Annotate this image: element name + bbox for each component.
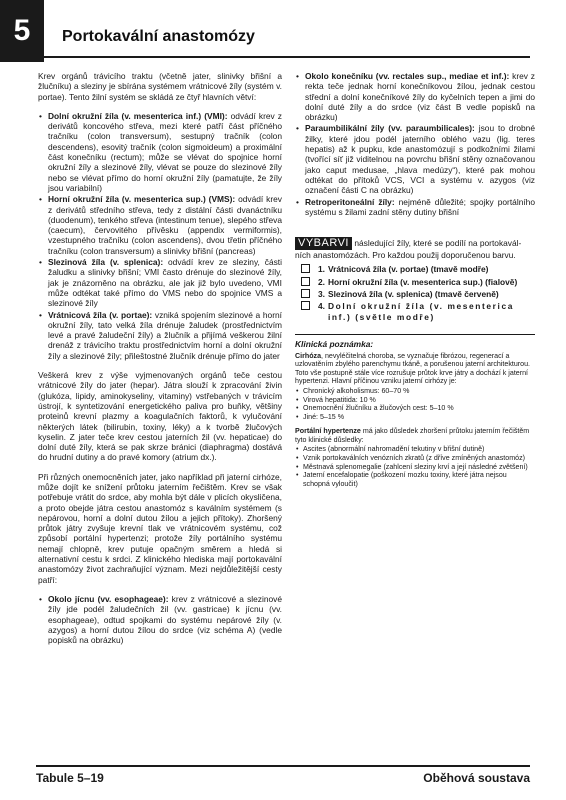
coloring-instructions: VYBARVI následující žíly, které se podílí na portokavál- ních anastomózách. Pro každou použij doporučenou barvu. [295,237,522,261]
list-item: • Chronický alkoholismus: 60–70 % [295,387,535,396]
clinical-note [295,334,535,489]
page-header [0,0,566,62]
list-item: • Vznik portokaválních venózních zkratů (z dříve zmíněných anastomóz) [295,454,535,463]
checkbox-icon[interactable] [301,277,310,286]
liver-paragraph: Veškerá krev z výše vyjmenovaných orgánů teče cestou vrátnicové žíly do jater (hepar). Játra slouží k zpracování živin (glukóza, lipidy, aminokyseliny, vitaminy) vstřebaných v trávicím ústrojí, k syntetizování energetického paliva pro buňky, většiny proteinů krevní plazmy a koagulačních faktorů, k vylučování některých látek (bilirubin, toxiny, léky) a k tvorbě žlučových kyselin. Z jater teče krev cestou jaterních žil (vv. hepaticae) do dolní duté žíly, která se pak skrze bránici (diaphragma) dostává do hrudní dutiny a do pravé komory (atrium dx.). [38,370,282,463]
anastomosis-list-right [295,71,535,217]
checkbox-icon[interactable] [301,264,310,273]
checkbox-icon[interactable] [301,289,310,298]
list-item: • Slezinová žíla (v. splenica): odvádí krev ze sleziny, části žaludku a slinivky břišní; VMI často drénuje do slezinové žíly, jak je znázorněno na obrázku, ale jak již bylo uvedeno, VMI může odtékat také přímo do VMS nebo do spojnice VMS a slezinové žíly [38,257,282,308]
list-item: • Okolo jícnu (vv. esophageae): krev z vrátnicové a slezinové žíly jde podél žaludečních žil (vv. gastricae) k jícnu (vv. esophageae), odtud spojkami do systému nepárové žíly (v. azygos) a horní dutou žílou do srdce (viz schéma A) (vedle popisků na obrázku) [38,594,282,645]
list-item: • Vrátnicová žíla (v. portae): vzniká spojením slezinové a horní okružní žíly, tato velká žíla drénuje žaludek (prostřednictvím levé a pravé žaludeční žíly) a žlučník a přijímá veškerou žilní drenáž z trávicího traktu prostřednictvím horní a dolní okružní žíly a slezinové žíly; přileštostné žlučník drénuje přímo do jater [38,310,282,361]
checkbox-icon[interactable] [301,301,310,310]
coloring-checklist [301,264,535,321]
checklist-item: 3. Slezinová žíla (v. splenica) (tmavě červeně) [301,289,535,299]
left-column [38,71,282,654]
intro-paragraph: Krev orgánů trávicího traktu (včetně jater, slinivky břišní a žlučníku) a sleziny je sbírána systémem vrátnicové žíly (systém v. portae). Tento žilní systém se skládá ze čtyř hlavních větví: [38,71,282,102]
list-item: • Městnavá splenomegalie (zahlcení sleziny krví a její následné zvětšení) [295,463,535,472]
checklist-item: 2. Horní okružní žíla (v. mesenterica sup.) (fialově) [301,277,535,287]
cirrhosis-paragraph: Při různých onemocněních jater, jako například při jaterní cirhóze, může dojít ke snížení průtoku jaterním řečištěm. Krev se však potřebuje vrátit do srdce, aby mohla být dále v plicích okysličena, a proto obejde játra cestou anastomóz s kaválním systémem (s nepárovou, horní a dolní dutou žílou a jejich přítoky). Zhoršený průtok játry zvyšuje krevní tlak ve vrátnicovém systému, což způsobí portální hypertenzi; protože žíly portálního systému nemají chlopně, krev putuje opačným směrem a hledá si alternativní cestu k srdci. Z klinického hlediska mají portokavální anastomózy život zachraňující význam. Mezi nejdůležitější cesty patří: [38,471,282,585]
cirrhosis-text: Cirhóza, nevyléčitelná choroba, se vyznačuje fibrózou, regenerací a uzlovatěním zbylého parenchymu tkáně, a porušenou jaterní architekturou. Toto vše postupně stále více rozrušuje průtok krve játry a dochází k jaterní hypertenzi. Hlavní příčinou vzniku jaterní cirhózy je: [295,351,531,386]
chapter-number: 5 [0,0,44,62]
list-item: • Paraumbilikální žíly (vv. paraumbilicales): jsou to drobné žilky, které jdou podél jaterního oblého vazu (lig. teres hepatis) až k pupku, kde anastomózují s podkožními žilami (tvořící síť již viditelnou na povrchu břišní stěny označovanou jako caput medusae, „hlava medúzy“), které pak mohou odtékat do přítoků VCS, VCI a systému v. azygos (viz označení části C na obrázku) [295,123,535,195]
list-item: • Onemocnění žlučníku a žlučových cest: 5–10 % [295,404,535,413]
list-item: • Retroperitoneální žíly: nejméně důležité; spojky portálního systému s žilami zadní stěny dutiny břišní [295,197,535,218]
list-item: • Jaterní encefalopatie (poškození mozku toxiny, které játra nejsou schopná vyloučit) [295,471,535,488]
list-item: • Dolní okružní žíla (v. mesenterica inf.) (VMI): odvádí krev z derivátů koncového střeva, mezi které patří část příčného tračníku (colon transversum), sestupný tračník (colon descendens), esovitý tračník (colon sigmoideum) a proximální část konečníku (rectum); může se vlévat do spojnice horní okružní žíly a slezinové žíly, vlévat se pouze do slezinové žíly nebo se vlévat přímo do horní okružní žíly (pamatujte, že žíly jsou variabilní) [38,111,282,193]
hypertension-text: Portální hypertenze má jako důsledek zhoršení průtoku jaterním řečištěm tyto klinické důsledky: [295,427,530,444]
vein-list [38,111,282,361]
consequences-list [295,445,535,488]
title-divider [44,56,530,58]
list-item: • Jiné: 5–15 % [295,413,535,422]
coloring-exercise [295,237,535,322]
causes-list [295,387,535,421]
checklist-item: 4. Dolní okružní žíla (v. mesenterica inf.) (světle modře) [301,301,535,322]
clinical-note-title: Klinická poznámka: [295,338,374,349]
footer-divider [36,765,530,767]
section-name: Oběhová soustava [423,771,530,785]
page-title: Portokavální anastomózy [62,28,255,45]
checklist-item: 1. Vrátnicová žíla (v. portae) (tmavě modře) [301,264,535,274]
list-item: • Ascites (abnormální nahromadění tekutiny v břišní dutině) [295,445,535,454]
right-column [295,71,535,494]
list-item: • Horní okružní žíla (v. mesenterica sup.) (VMS): odvádí krev z derivátů středního střeva, tedy z distální části dvanáctníku (duodenum), tenkého střeva (intestinum tenue), slepého střeva (caecum), červovitého přívěsku (appendix vermiformis), vzestupného tračníku (colon ascendens), dvou třetin příčného tračníku (colon transversum) a slinivky břišní (pancreas) [38,194,282,256]
plate-number: Tabule 5–19 [36,771,104,785]
anastomosis-list-left [38,594,282,645]
list-item: • Okolo konečníku (vv. rectales sup., mediae et inf.): krev z rekta teče jednak horní konečníkovou žílou, jednak cestou střední a dolní konečníkové žíly do kyčelních tepen a jimi do dolní duté žíly a do srdce (viz část B vedle popisků na obrázku) [295,71,535,122]
list-item: • Virová hepatitida: 10 % [295,396,535,405]
vybarvi-badge: VYBARVI [295,237,352,250]
